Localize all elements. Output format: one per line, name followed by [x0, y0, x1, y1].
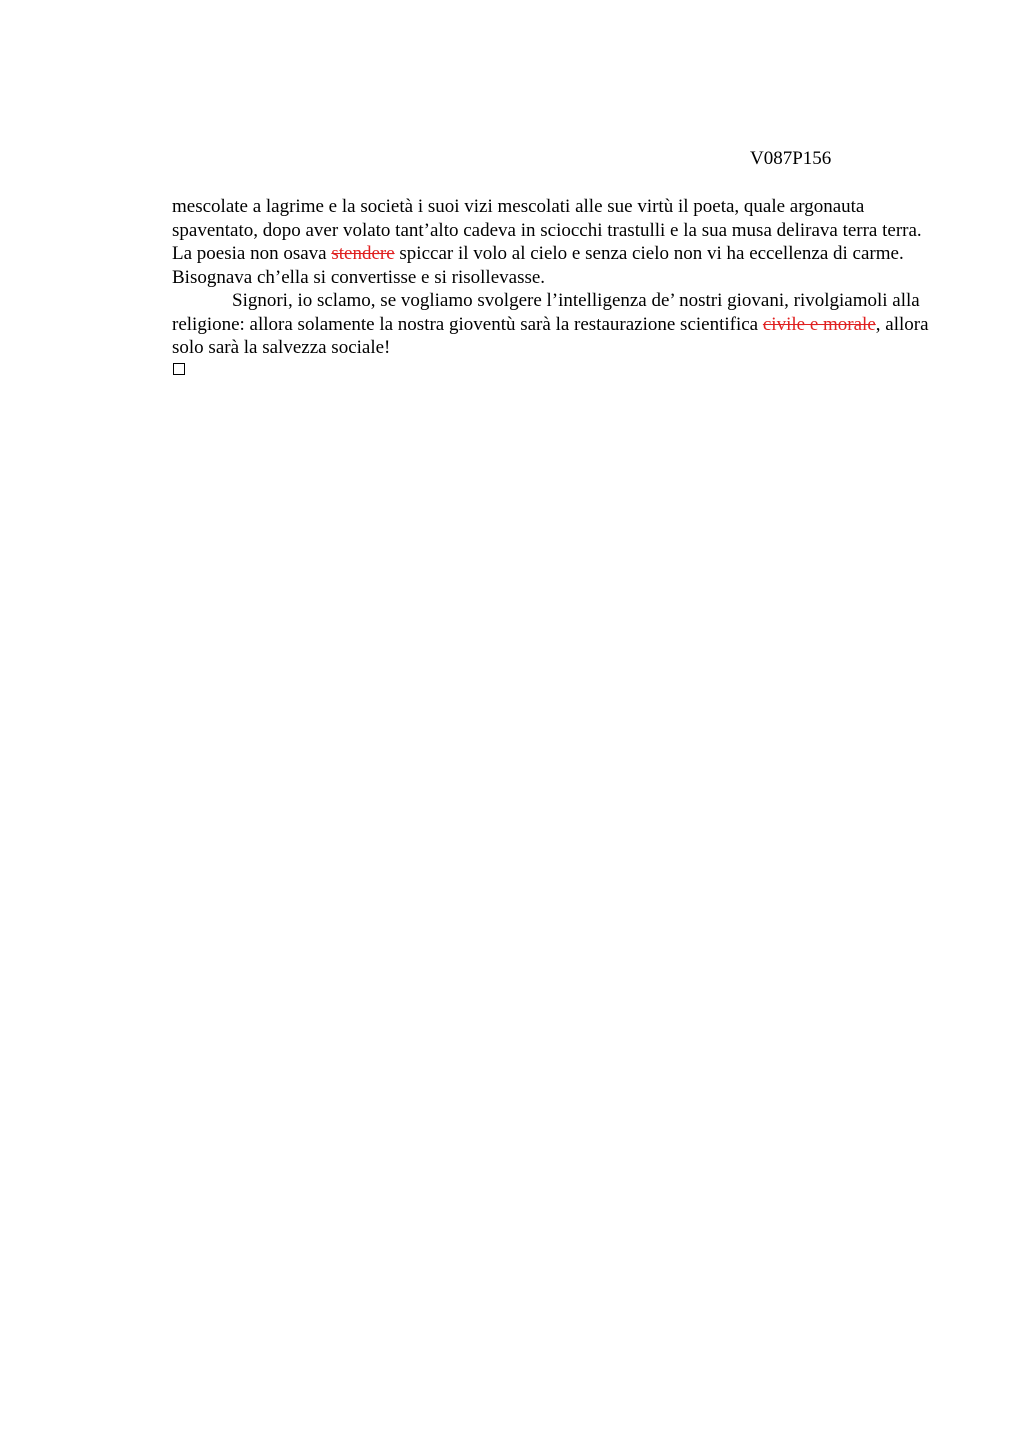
struck-phrase-civile-e-morale: civile e morale	[762, 313, 876, 335]
paragraph-1	[172, 195, 932, 289]
paragraph-2-text-b: , allora solo sarà la salvezza sociale!	[172, 313, 929, 358]
paragraph-1-text-a: mescolate a lagrime e la società i suoi vizi mescolati alle sue virtù il poeta, quale argonauta spaventato, dopo aver volato tant’alto cadeva in sciocchi trastulli e la sua musa delirava terra terra. La poesia non osava	[172, 196, 922, 264]
struck-word-stendere: stendere	[331, 243, 395, 264]
page-identifier: V087P156	[750, 148, 832, 169]
end-marker-box-icon	[173, 363, 185, 375]
paragraph-1-text-b: spiccar il volo al cielo e senza cielo non vi ha eccellenza di carme. Bisognava ch’ella si convertisse e si risollevasse.	[172, 243, 904, 288]
paragraph-2-text-a: Signori, io sclamo, se vogliamo svolgere l’intelligenza de’ nostri giovani, rivolgiamoli alla religione: allora solamente la nostra gioventù sarà la restaurazione scientifica	[172, 290, 920, 335]
document-body	[172, 195, 932, 360]
paragraph-2	[172, 289, 932, 360]
